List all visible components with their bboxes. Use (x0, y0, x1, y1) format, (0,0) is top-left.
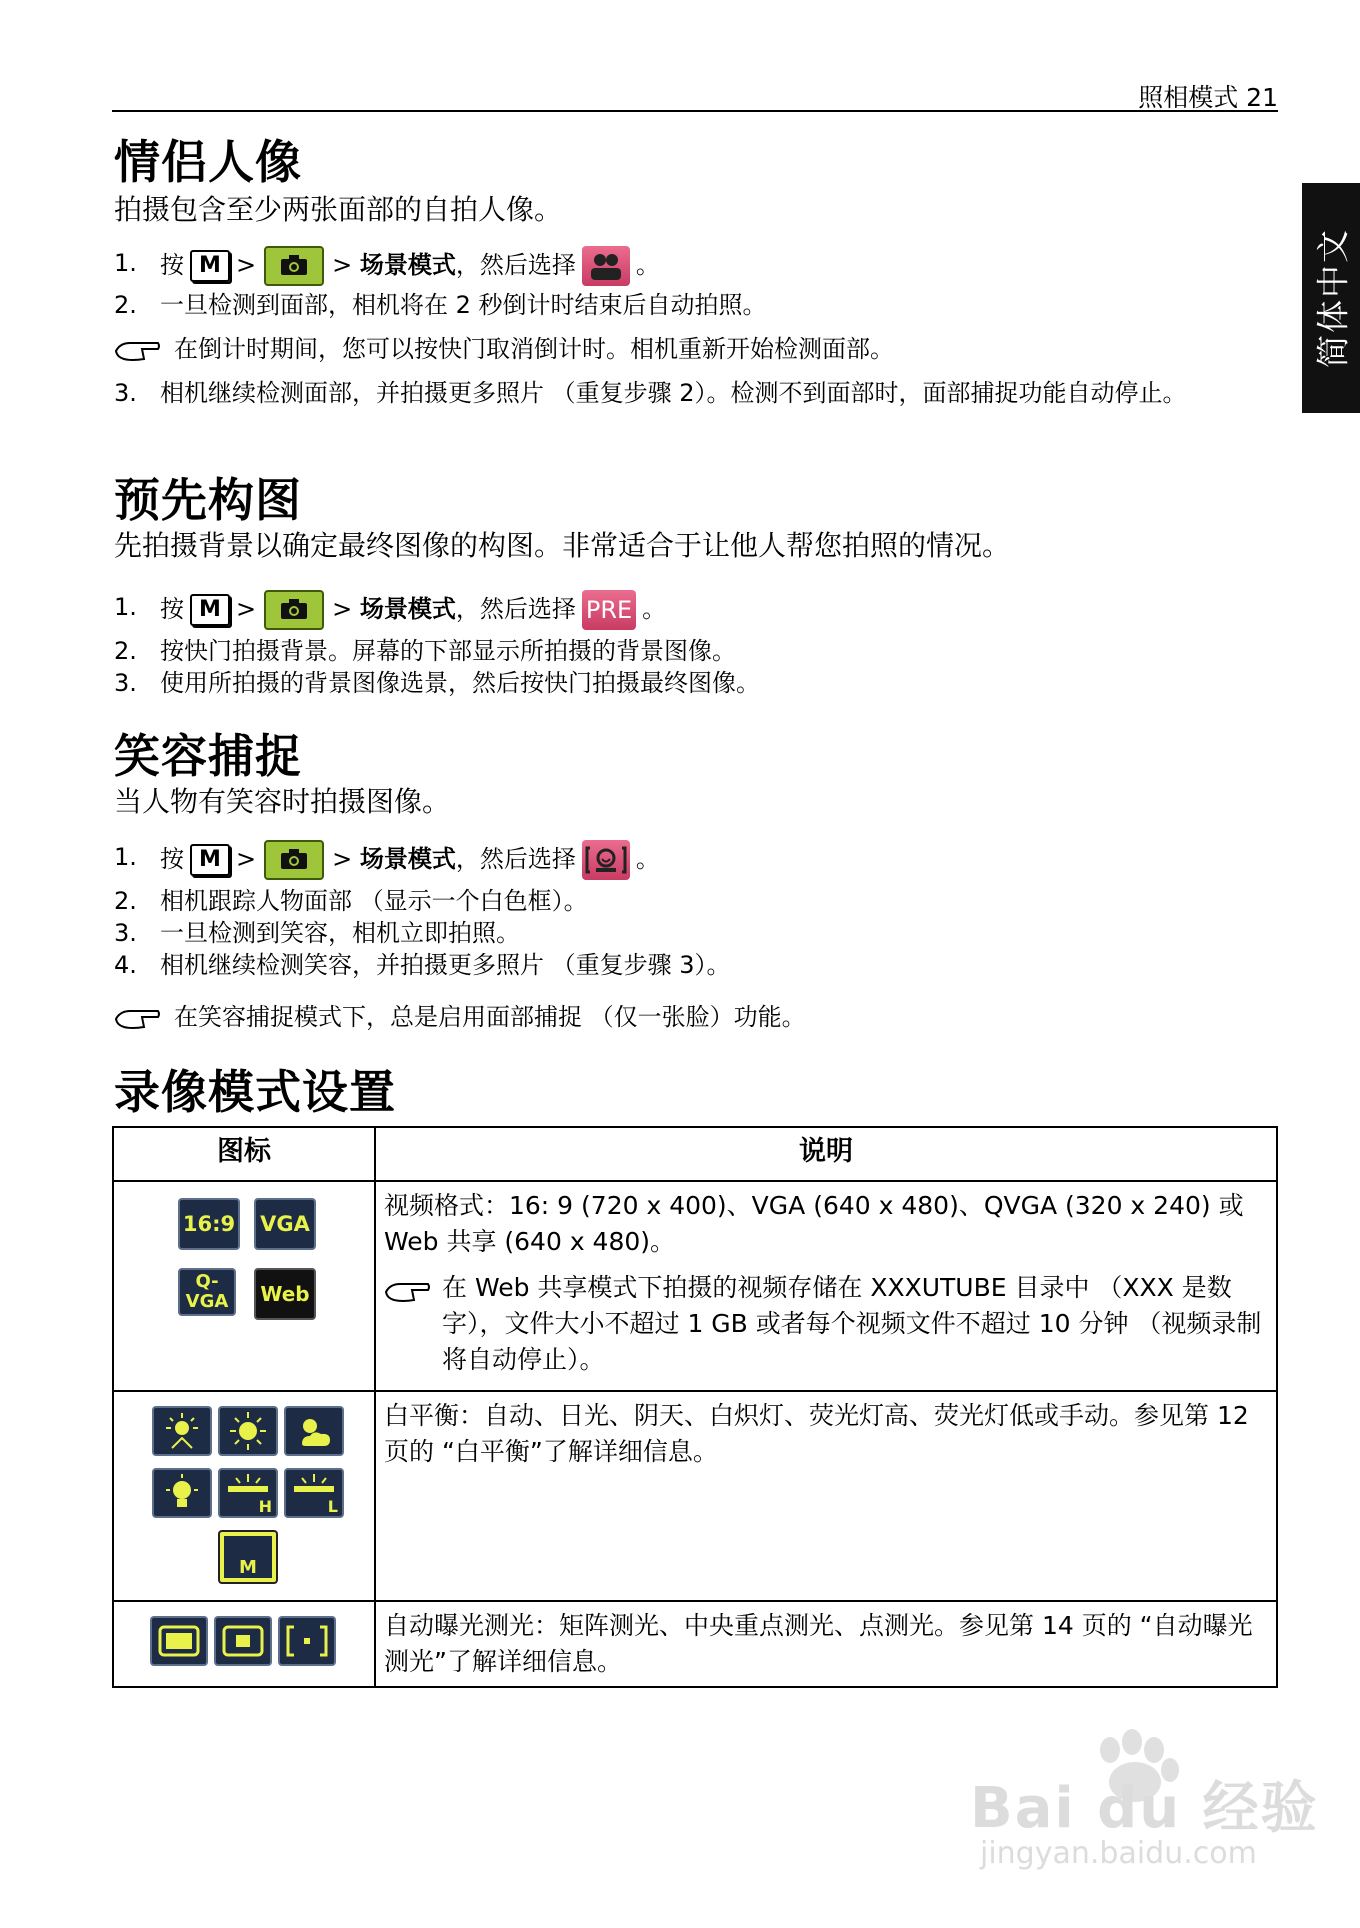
arrow-text: > (236, 845, 257, 873)
video-format-icons (113, 1181, 375, 1391)
note-text: 在倒计时期间，您可以按快门取消倒计时。相机重新开始检测面部。 (174, 335, 894, 363)
smile-step-3 (114, 916, 1274, 950)
couple-step-2 (114, 288, 1274, 322)
pre-step-3 (114, 666, 1274, 700)
watermark-url: jingyan.baidu.com (980, 1836, 1257, 1871)
metering-spot-icon (278, 1616, 336, 1666)
white-balance-description: 白平衡：自动、日光、阴天、白炽灯、荧光灯高、荧光灯低或手动。参见第 12 页的 “白平衡”了解详细信息。 (375, 1391, 1277, 1601)
arrow-text: > (332, 845, 353, 873)
step-number: 2. (114, 637, 137, 665)
column-header-description: 说明 (375, 1127, 1277, 1181)
step-text: ，然后选择 (455, 845, 576, 873)
video-format-description (375, 1181, 1277, 1391)
section-intro-smile: 当人物有笑容时拍摄图像。 (114, 785, 451, 818)
step-text: 相机继续检测笑容，并拍摄更多照片 （重复步骤 3）。 (160, 951, 731, 979)
video-settings-table (112, 1126, 1278, 1688)
step-text: 按 (160, 595, 184, 623)
pre-step-2 (114, 634, 1274, 668)
menu-button-icon: M (190, 594, 230, 626)
step-text: 相机跟踪人物面部 （显示一个白色框）。 (160, 887, 588, 915)
web-share-note (384, 1270, 1268, 1378)
step-text: 相机继续检测面部，并拍摄更多照片 （重复步骤 2）。检测不到面部时，面部捕捉功能自动停止。 (160, 379, 1187, 407)
arrow-text: > (236, 251, 257, 279)
wb-low-letter: L (327, 1497, 338, 1516)
metering-icons (113, 1601, 375, 1687)
format-web-icon: Web (254, 1268, 316, 1320)
pointing-hand-icon (114, 1005, 162, 1031)
step-text: ，然后选择 (455, 595, 576, 623)
smile-step-1 (114, 840, 1274, 880)
qvga-icon-line1: Q- (195, 1271, 219, 1292)
wb-manual-letter: M (239, 1557, 257, 1578)
description-text: 视频格式：16: 9 (720 x 400)、VGA (640 x 480)、QVGA (320 x 240) 或 Web 共享 (640 x 480)。 (384, 1191, 1244, 1256)
wb-fluorescent-high-icon (218, 1468, 278, 1518)
scene-mode-label: 场景模式 (359, 595, 456, 623)
arrow-text: > (332, 595, 353, 623)
step-number: 3. (114, 379, 137, 407)
step-number: 4. (114, 951, 137, 979)
menu-button-icon: M (190, 250, 230, 282)
wb-high-letter: H (258, 1497, 272, 1516)
note-text: 在 Web 共享模式下拍摄的视频存储在 XXXUTUBE 目录中 （XXX 是数字），文件大小不超过 1 GB 或者每个视频文件不超过 10 分钟 （视频录制将自动停止）。 (442, 1273, 1262, 1374)
wb-fluorescent-low-icon (284, 1468, 344, 1518)
step-number: 2. (114, 887, 137, 915)
section-title-couple: 情侣人像 (114, 135, 302, 189)
arrow-text: > (332, 251, 353, 279)
smile-capture-icon (582, 840, 630, 880)
step-text: 。 (642, 595, 667, 623)
header-title: 照相模式 21 (1138, 83, 1278, 112)
pointing-hand-icon (114, 337, 162, 363)
couple-portrait-icon (582, 246, 630, 286)
step-text: 一旦检测到笑容，相机立即拍照。 (160, 919, 520, 947)
step-text: 一旦检测到面部，相机将在 2 秒倒计时结束后自动拍照。 (160, 291, 767, 319)
step-number: 1. (114, 249, 137, 277)
couple-step-3 (114, 376, 1274, 446)
scene-mode-label: 场景模式 (359, 251, 456, 279)
step-text: 。 (635, 845, 660, 873)
step-text: ，然后选择 (455, 251, 576, 279)
pointing-hand-icon (384, 1278, 432, 1304)
smile-step-2 (114, 884, 1274, 918)
table-row (113, 1181, 1277, 1391)
section-intro-pre: 先拍摄背景以确定最终图像的构图。非常适合于让他人帮您拍照的情况。 (114, 529, 1011, 562)
section-title-video: 录像模式设置 (114, 1065, 396, 1119)
couple-note (114, 332, 1274, 366)
wb-tungsten-icon (152, 1468, 212, 1518)
format-qvga-icon (178, 1268, 236, 1316)
table-row (113, 1391, 1277, 1601)
side-tab-label: 简体中文 (1313, 228, 1353, 368)
section-intro-couple: 拍摄包含至少两张面部的自拍人像。 (114, 193, 563, 226)
step-number: 1. (114, 843, 137, 871)
camera-mode-icon (264, 590, 324, 630)
format-16-9-icon: 16:9 (178, 1198, 240, 1250)
step-text: 使用所拍摄的背景图像选景，然后按快门拍摄最终图像。 (160, 669, 760, 697)
step-text: 按快门拍摄背景。屏幕的下部显示所拍摄的背景图像。 (160, 637, 736, 665)
step-number: 3. (114, 919, 137, 947)
wb-auto-icon (152, 1406, 212, 1456)
format-vga-icon: VGA (254, 1198, 316, 1250)
step-text: 。 (635, 251, 660, 279)
step-number: 1. (114, 593, 137, 621)
pre-step-1 (114, 590, 1274, 630)
watermark-brand: Bai du 经验 (970, 1776, 1319, 1841)
metering-description: 自动曝光测光：矩阵测光、中央重点测光、点测光。参见第 14 页的 “自动曝光测光”了解详细信息。 (375, 1601, 1277, 1687)
wb-manual-icon (218, 1530, 278, 1584)
smile-note (114, 1000, 1274, 1034)
smile-step-4 (114, 948, 1274, 982)
wb-daylight-icon (218, 1406, 278, 1456)
wb-cloudy-icon (284, 1406, 344, 1456)
camera-mode-icon (264, 246, 324, 286)
white-balance-icons (113, 1391, 375, 1601)
metering-center-weighted-icon (214, 1616, 272, 1666)
pre-composition-icon: PRE (582, 590, 636, 630)
table-header-row (113, 1127, 1277, 1181)
menu-button-icon: M (190, 844, 230, 876)
couple-step-1 (114, 246, 1274, 286)
step-number: 3. (114, 669, 137, 697)
baidu-watermark (960, 1720, 1320, 1880)
column-header-icon: 图标 (113, 1127, 375, 1181)
note-text: 在笑容捕捉模式下，总是启用面部捕捉 （仅一张脸）功能。 (174, 1003, 806, 1031)
qvga-icon-line2: VGA (185, 1291, 229, 1312)
step-text: 按 (160, 251, 184, 279)
arrow-text: > (236, 595, 257, 623)
section-title-pre: 预先构图 (114, 473, 302, 527)
step-text: 按 (160, 845, 184, 873)
step-number: 2. (114, 291, 137, 319)
camera-mode-icon (264, 840, 324, 880)
scene-mode-label: 场景模式 (359, 845, 456, 873)
page-header (112, 72, 1278, 112)
language-side-tab (1302, 183, 1360, 413)
section-title-smile: 笑容捕捉 (114, 729, 302, 783)
metering-matrix-icon (150, 1616, 208, 1666)
table-row (113, 1601, 1277, 1687)
